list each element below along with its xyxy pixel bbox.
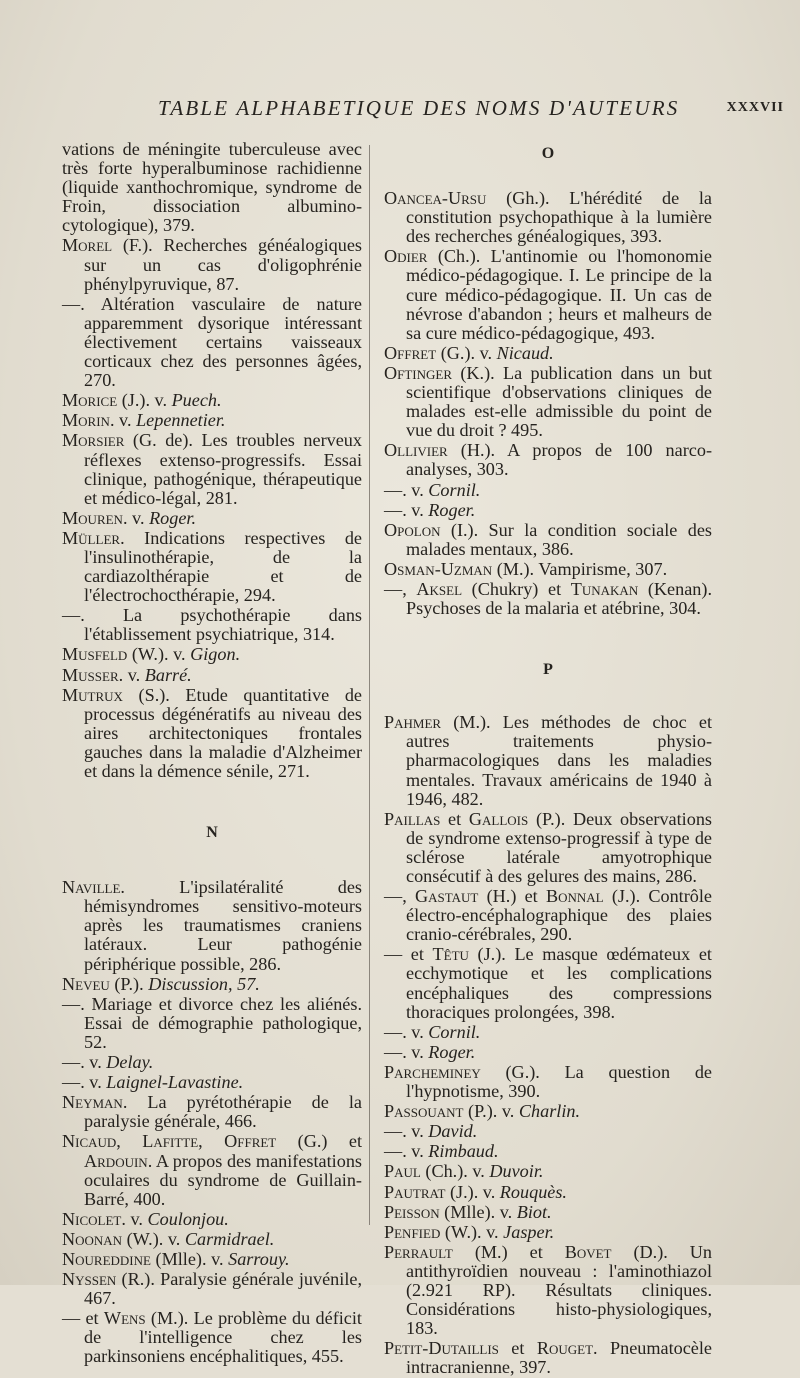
index-entry: Petit-Dutaillis et Rouget. Pneumatocèle intracranienne, 397. [384,1338,712,1378]
index-entry: —. v. Roger. [384,1041,476,1062]
index-entry: Opolon (I.). Sur la condition sociale des malades mentaux, 386. [384,519,712,559]
cross-reference: Delay. [106,1052,154,1073]
author-name: Ardouin [84,1150,148,1171]
index-entry: —. v. Cornil. [384,1021,481,1042]
author-name: Noonan [62,1228,123,1249]
index-entry: Morsier (G. de). Les troubles nerveux réflexes extenso-progressifs. Essai clinique, pathogénique, thérapeutique et médico-légal, 281. [62,430,362,508]
author-name: Oftinger [384,362,453,383]
index-entry: —. v. Delay. [62,1052,154,1073]
author-name: Pautrat [384,1181,446,1202]
author-name: Wens [103,1308,146,1329]
author-name: Passouant [384,1101,464,1122]
cross-reference: Puech. [171,390,222,411]
cross-reference: Coulonjou. [147,1208,229,1229]
index-entry: Morin. v. Lepennetier. [62,410,226,431]
index-entry: Noonan (W.). v. Carmidrael. [62,1228,275,1249]
author-name: Osman-Uzman [384,558,493,579]
index-entry: Mutrux (S.). Etude quantitative de processus dégénératifs au niveau des aires architectoniques frontales gauches dans la maladie d'Alzheimer et dans la démence sénile, 271. [62,684,362,781]
author-name: Naville [62,877,121,898]
index-entry: —. v. Cornil. [384,479,481,500]
cross-reference: Cornil. [428,1021,481,1042]
cross-reference: Cornil. [428,479,481,500]
author-name: Aksel [416,578,463,599]
cross-reference: Laignel-Lavastine. [106,1072,244,1093]
cross-reference: Discussion, 57. [148,973,260,994]
index-entry: vations de méningite tuberculeuse avec très forte hyperalbuminose rachidienne (liquide xanthochromique, syndrome de Froin, dissociation albumino-cytologique), 379. [62,139,362,236]
index-entry: Musfeld (W.). v. Gigon. [62,644,241,665]
author-name: Bonnal [545,886,604,907]
index-entry: Nicolet. v. Coulonjou. [62,1208,229,1229]
author-name: Paillas [384,808,441,829]
author-name: Mutrux [62,684,123,705]
cross-reference: Nicaud. [496,342,554,363]
index-entry: Osman-Uzman (M.). Vampirisme, 307. [384,558,668,579]
index-entry: —. Mariage et divorce chez les aliénés. Essai de démographie pathologique, 52. [62,993,362,1052]
author-name: Nyssen [62,1269,117,1290]
right-column [384,140,712,1378]
author-name: Têtu [432,944,469,965]
index-entry: —. v. Roger. [384,499,476,520]
cross-reference: Lepennetier. [136,410,226,431]
index-entry: Morice (J.). v. Puech. [62,390,222,411]
author-name: Neyman [62,1092,123,1113]
author-name: Bovet [564,1241,612,1262]
index-entry: Pahmer (M.). Les méthodes de choc et autres traitements physio-pharmacologiques dans les maladies mentales. Travaux américains de 1940 à 1946, 482. [384,712,712,809]
index-entry: —, Aksel (Chukry) et Tunakan (Kenan). Psychoses de la malaria et atébrine, 304. [384,578,712,619]
index-entry: Nicaud, Lafitte, Offret (G.) et Ardouin. A propos des manifestations oculaires du syndrome de Guillain-Barré, 400. [62,1131,362,1209]
index-entry: Nyssen (R.). Paralysie générale juvénile, 467. [62,1269,362,1309]
author-name: Petit-Dutaillis [384,1338,499,1359]
cross-reference: David. [428,1121,478,1142]
cross-reference: Carmidrael. [184,1228,275,1249]
running-title: TABLE ALPHABETIQUE DES NOMS D'AUTEURS [158,96,680,120]
author-name: Rouget [536,1338,594,1359]
index-entry: Musser. v. Barré. [62,664,192,685]
page-number: XXXVII [726,100,784,115]
index-entry: Morel (F.). Recherches généalogiques sur un cas d'oligophrénie phénylpyruvique, 87. [62,235,362,294]
index-entry: Paul (Ch.). v. Duvoir. [384,1161,544,1182]
author-name: Morin [62,410,110,431]
author-name: Parcheminey [384,1061,481,1082]
index-entry: Paillas et Gallois (P.). Deux observations de syndrome extenso-progressif à type de sclérose latérale amyotrophique consécutif à des gelures des mains, 286. [384,808,712,886]
author-name: Neveu [62,973,110,994]
index-entry: Odier (Ch.). L'antinomie ou l'homonomie médico-pédagogique. I. Le principe de la cure médico-pédagogique. II. Un cas de névrose d'abandon ; heurs et malheurs de sa cure médico-pédagogique, 493. [384,246,712,343]
author-name: Nicolet [62,1208,122,1229]
index-entry: Penfied (W.). v. Jasper. [384,1221,555,1242]
index-entry: Oancea-Ursu (Gh.). L'hérédité de la constitution psychopathique à la lumière des recherches généalogiques, 393. [384,188,712,247]
index-entry: —. Altération vasculaire de nature apparemment dysorique intéressant électivement certains vaisseaux corticaux chez des personnes âgées, 270. [62,293,362,391]
cross-reference: Roger. [149,507,197,528]
column-divider [369,145,370,1225]
author-name: Tunakan [570,578,639,599]
author-name: Mouren [62,507,123,528]
index-entry: —. La psychothérapie dans l'établissement psychiatrique, 314. [62,605,362,645]
index-entry: Parcheminey (G.). La question de l'hypnotisme, 390. [384,1061,712,1102]
author-name: Ollivier [384,440,448,461]
cross-reference: Charlin. [518,1101,581,1122]
index-entry: —. v. Laignel-Lavastine. [62,1072,244,1093]
author-name: Opolon [384,519,441,540]
author-name: Offret [384,342,437,363]
cross-reference: Rouquès. [499,1181,567,1202]
section-letter-n: N [206,824,218,842]
index-entry: Ollivier (H.). A propos de 100 narco-analyses, 303. [384,440,712,480]
cross-reference: Gigon. [190,644,241,665]
index-entry: Passouant (P.). v. Charlin. [384,1101,581,1122]
author-name: Morice [62,390,118,411]
index-entry: Offret (G.). v. Nicaud. [384,342,554,363]
author-name: Paul [384,1161,421,1182]
author-name: Gallois [468,808,529,829]
index-entry: Neveu (P.). Discussion, 57. [62,973,260,994]
cross-reference: Biot. [516,1201,552,1222]
section-letter-p: P [543,661,553,679]
left-column [62,140,362,1368]
running-header [150,96,784,126]
cross-reference: Roger. [428,1041,476,1062]
author-name: Oancea-Ursu [384,188,487,209]
cross-reference: Duvoir. [489,1161,544,1182]
cross-reference: Barré. [144,664,192,685]
author-name: Morel [62,235,113,256]
index-entry: Mouren. v. Roger. [62,507,197,528]
index-entry: Peisson (Mlle). v. Biot. [384,1201,552,1222]
author-name: Musser [62,664,119,685]
index-entry: — et Têtu (J.). Le masque œdémateux et ecchymotique et les complications encéphaliques des compressions thoraciques prolongées, 398. [384,944,712,1022]
index-entry: —. v. David. [384,1121,478,1142]
author-name: Morsier [62,430,125,451]
author-name: Perrault [384,1241,453,1262]
author-name: Noureddine [62,1248,151,1269]
cross-reference: Sarrouy. [228,1248,290,1269]
author-name: Gastaut [414,886,479,907]
index-entry: Perrault (M.) et Bovet (D.). Un antithyroïdien nouveau : l'aminothiazol (2.921 RP). Résultats cliniques. Considérations histo-physiologiques, 183. [384,1241,712,1339]
index-entry: Müller. Indications respectives de l'insulinothérapie, de la cardiazolthérapie et de l'électrochocthérapie, 294. [62,527,362,606]
index-entry: Pautrat (J.). v. Rouquès. [384,1181,567,1202]
author-name: Müller [62,527,121,548]
index-entry: Neyman. La pyrétothérapie de la paralysie générale, 466. [62,1092,362,1132]
cross-reference: Roger. [428,499,476,520]
author-name: Pahmer [384,712,442,733]
index-entry: Noureddine (Mlle). v. Sarrouy. [62,1248,290,1269]
cross-reference: Jasper. [503,1221,555,1242]
author-name: Musfeld [62,644,128,665]
index-entry: —, Gastaut (H.) et Bonnal (J.). Contrôle électro-encéphalographique des plaies cranio-cérébrales, 290. [384,886,712,945]
author-name: Penfied [384,1221,441,1242]
index-entry: —. v. Rimbaud. [384,1141,499,1162]
index-entry: Oftinger (K.). La publication dans un but scientifique d'observations cliniques de malades est-elle admissible du point de vue du droit ? 495. [384,362,712,441]
index-entry: Naville. L'ipsilatéralité des hémisyndromes sensitivo-moteurs après les traumatismes craniens latéraux. Leur pathogénie périphérique possible, 286. [62,877,362,974]
cross-reference: Rimbaud. [428,1141,499,1162]
index-entry: — et Wens (M.). Le problème du déficit de l'intelligence chez les parkinsoniens encéphalitiques, 455. [62,1308,362,1367]
section-letter-o: O [541,145,555,162]
author-name: Nicaud, Lafitte, Offret [62,1131,277,1152]
author-name: Odier [384,246,428,267]
author-name: Peisson [384,1201,440,1222]
